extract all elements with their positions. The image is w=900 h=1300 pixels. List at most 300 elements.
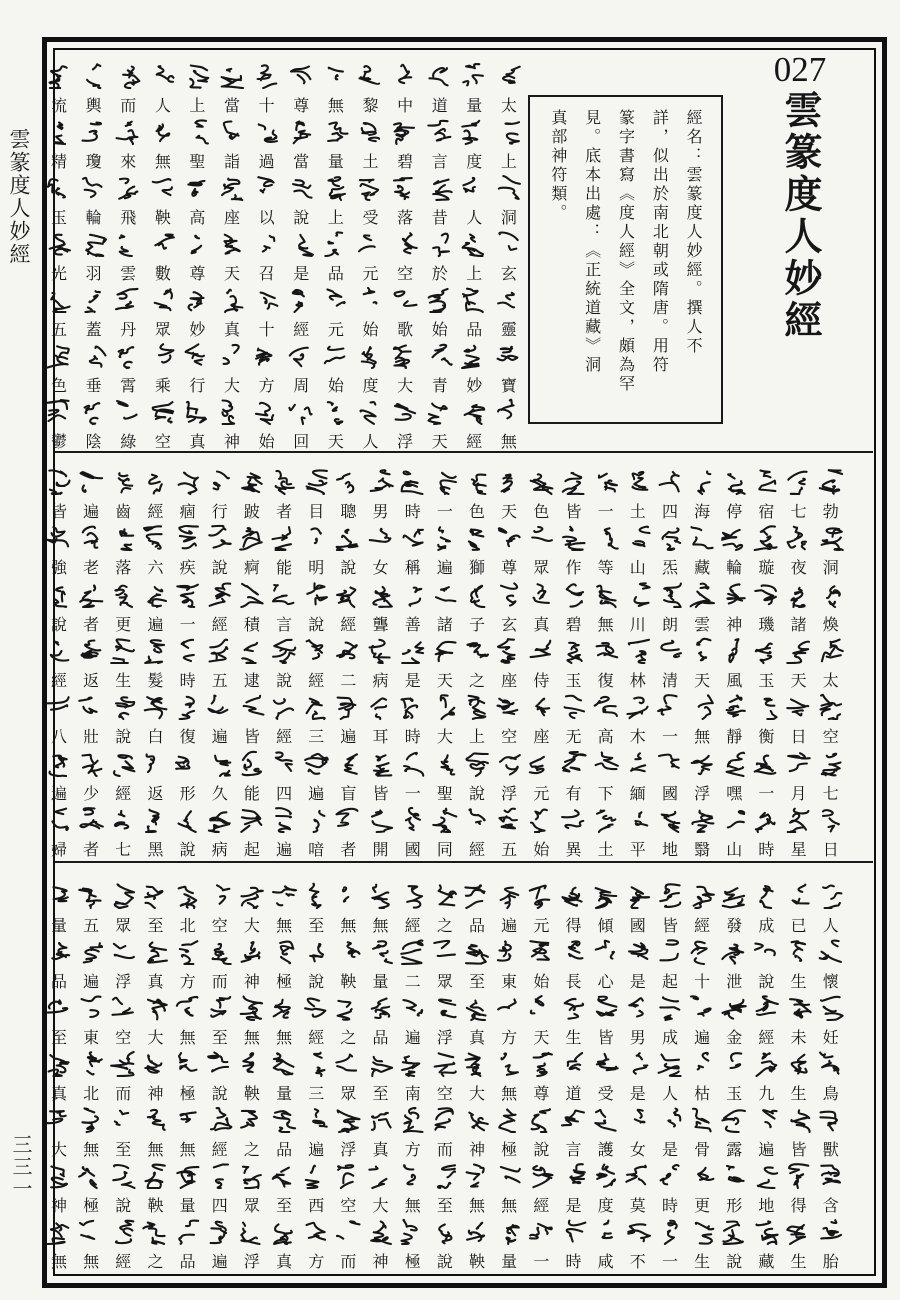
transliteration-char: 真 [147,972,164,991]
cloud-seal-glyph [237,581,267,609]
seal-pair [173,524,203,576]
transliteration-char: 是 [661,1140,678,1159]
transliteration-char: 無 [597,614,614,634]
transliteration-char: 天 [694,670,711,690]
transliteration-char: 天 [790,670,807,690]
seal-pair [44,806,74,858]
transliteration-char: 言 [276,614,293,634]
cloud-seal-glyph [237,806,267,834]
seal-pair [462,1050,492,1102]
transliteration-char: 行 [189,376,206,395]
seal-column [173,882,203,1270]
seal-pair [462,581,492,633]
seal-pair [113,398,143,450]
cloud-seal-glyph [269,750,299,778]
seal-pair [462,1218,492,1270]
seal-pair [286,174,316,226]
transliteration-char: 輿 [85,96,102,115]
transliteration-char: 色 [50,376,67,395]
cloud-seal-glyph [687,1106,717,1134]
cloud-seal-glyph [751,637,781,665]
transliteration-char: 高 [597,727,614,747]
transliteration-char: 四 [276,783,293,803]
seal-column [591,882,621,1270]
cloud-seal-glyph [44,750,74,778]
transliteration-char: 經 [147,502,164,521]
seal-pair [784,1050,814,1102]
transliteration-char: 經 [533,1196,550,1215]
transliteration-char: 量 [466,96,483,115]
cloud-seal-glyph [816,806,846,834]
cloud-seal-glyph [44,398,74,426]
transliteration-char: 經 [469,839,486,859]
transliteration-char: 始 [431,320,448,339]
cloud-seal-glyph [76,994,106,1022]
cloud-seal-glyph [784,1050,814,1078]
transliteration-char: 無 [372,916,389,935]
cloud-seal-glyph [182,286,212,314]
transliteration-char: 生 [790,1084,807,1103]
transliteration-char: 浮 [397,432,414,451]
cloud-seal-glyph [655,693,685,721]
cloud-seal-glyph [430,1162,460,1190]
transliteration-char: 聾 [372,614,389,634]
cloud-seal-glyph [366,750,396,778]
seal-pair [237,1106,267,1158]
cloud-seal-glyph [355,118,385,146]
transliteration-char: 七 [822,783,839,803]
transliteration-char: 無 [469,1196,486,1215]
cloud-seal-glyph [205,750,235,778]
transliteration-char: 形 [726,1196,743,1215]
cloud-seal-glyph [398,524,428,552]
cloud-seal-glyph [44,806,74,834]
seal-pair [237,581,267,633]
seal-pair [559,468,589,520]
seal-column [559,468,589,858]
seal-pair [430,468,460,520]
transliteration-char: 太 [822,670,839,690]
seal-pair [301,637,331,689]
cloud-seal-glyph [390,230,420,258]
transliteration-char: 至 [436,1196,453,1215]
seal-pair [816,1162,846,1214]
seal-pair [333,994,363,1046]
transliteration-char: 皆 [597,1028,614,1047]
transliteration-char: 方 [179,972,196,991]
transliteration-char: 而 [115,1084,132,1103]
transliteration-char: 浮 [436,1028,453,1047]
seal-pair [76,750,106,802]
seal-column [816,882,846,1270]
seal-pair [462,806,492,858]
seal-column [76,468,106,858]
transliteration-char: 八 [50,727,67,747]
transliteration-char: 大 [147,1028,164,1047]
seal-pair [140,882,170,934]
cloud-seal-glyph [173,750,203,778]
seal-pair [719,637,749,689]
seal-column [462,468,492,858]
seal-pair [44,1162,74,1214]
transliteration-char: 神 [469,1140,486,1159]
seal-pair [301,750,331,802]
seal-pair [591,1162,621,1214]
cloud-seal-glyph [76,581,106,609]
seal-pair [355,398,385,450]
transliteration-char: 北 [83,1084,100,1103]
seal-pair [76,1218,106,1270]
transliteration-char: 國 [661,783,678,803]
margin-spine-title: 雲篆度人妙經 [7,128,31,266]
cloud-seal-glyph [751,750,781,778]
seal-pair [591,524,621,576]
transliteration-char: 浮 [243,1252,260,1271]
transliteration-char: 經 [404,916,421,935]
cloud-seal-glyph [751,806,781,834]
seal-pair [301,524,331,576]
transliteration-char: 靈 [500,320,517,339]
transliteration-char: 霄 [120,376,137,395]
cloud-seal-glyph [269,1050,299,1078]
seal-pair [494,1106,524,1158]
cloud-seal-glyph [140,1162,170,1190]
cloud-seal-glyph [655,1050,685,1078]
cloud-seal-glyph [655,468,685,496]
seal-column [217,62,247,450]
seal-pair [269,750,299,802]
transliteration-char: 量 [179,1196,196,1215]
seal-pair [816,693,846,745]
cloud-seal-glyph [591,637,621,665]
cloud-seal-glyph [217,174,247,202]
transliteration-char: 五 [211,670,228,690]
seal-pair [462,882,492,934]
seal-pair [430,882,460,934]
seal-pair [182,398,212,450]
transliteration-char: 說 [115,1196,132,1215]
seal-pair [108,994,138,1046]
transliteration-char: 五 [501,839,518,859]
transliteration-char: 一 [404,783,421,803]
transliteration-char: 人 [362,432,379,451]
seal-pair [44,581,74,633]
cloud-seal-glyph [591,882,621,910]
transliteration-char: 病 [211,839,228,859]
seal-pair [494,1050,524,1102]
cloud-seal-glyph [113,286,143,314]
seal-pair [623,750,653,802]
transliteration-char: 清 [661,670,678,690]
transliteration-char: 遍 [694,1028,711,1047]
transliteration-char: 是 [629,972,646,991]
cloud-seal-glyph [76,1050,106,1078]
cloud-seal-glyph [816,637,846,665]
transliteration-char: 更 [694,1196,711,1215]
cloud-seal-glyph [44,62,74,90]
seal-pair [286,286,316,338]
seal-pair [252,174,282,226]
seal-pair [816,882,846,934]
cloud-seal-glyph [425,286,455,314]
transliteration-char: 婦 [50,839,67,859]
transliteration-char: 是 [293,264,310,283]
transliteration-char: 國 [404,839,421,859]
transliteration-char: 玉 [726,1084,743,1103]
transliteration-char: 品 [469,916,486,935]
cloud-seal-glyph [79,118,109,146]
seal-pair [719,1050,749,1102]
cloud-seal-glyph [591,750,621,778]
transliteration-char: 極 [83,1196,100,1215]
cloud-seal-glyph [79,398,109,426]
cloud-seal-glyph [217,62,247,90]
cloud-seal-glyph [140,524,170,552]
seal-column [494,882,524,1270]
seal-pair [366,882,396,934]
transliteration-char: 無 [83,1140,100,1159]
seal-pair [355,342,385,394]
seal-pair [655,693,685,745]
cloud-seal-glyph [269,524,299,552]
seal-pair [591,882,621,934]
transliteration-char: 眾 [243,1196,260,1215]
seal-column [459,62,489,450]
transliteration-char: 道 [565,1084,582,1103]
cloud-seal-glyph [494,1162,524,1190]
transliteration-char: 藏 [694,558,711,578]
cloud-seal-glyph [559,750,589,778]
transliteration-char: 空 [397,264,414,283]
seal-pair [494,693,524,745]
seal-pair [44,398,74,450]
seal-pair [76,938,106,990]
transliteration-char: 六 [147,558,164,578]
cloud-seal-glyph [459,230,489,258]
seal-pair [559,938,589,990]
seal-pair [108,1162,138,1214]
transliteration-char: 人 [154,96,171,115]
transliteration-char: 說 [308,614,325,634]
seal-pair [526,468,556,520]
seal-pair [113,62,143,114]
cloud-seal-glyph [459,286,489,314]
seal-pair [494,637,524,689]
transliteration-char: 尊 [189,264,206,283]
cloud-seal-glyph [269,468,299,496]
seal-pair [44,882,74,934]
transliteration-char: 召 [258,264,275,283]
transliteration-char: 而 [340,1252,357,1271]
transliteration-char: 青 [431,376,448,395]
transliteration-char: 生 [790,972,807,991]
seal-pair [44,174,74,226]
seal-pair [816,1106,846,1158]
cloud-seal-glyph [205,468,235,496]
seal-pair [205,468,235,520]
transliteration-char: 善 [404,614,421,634]
seal-pair [719,581,749,633]
transliteration-char: 經 [115,783,132,803]
cloud-seal-glyph [237,1106,267,1134]
seal-pair [269,581,299,633]
cloud-seal-glyph [816,524,846,552]
cloud-seal-glyph [559,994,589,1022]
cloud-seal-glyph [252,118,282,146]
seal-column [398,882,428,1270]
transliteration-char: 積 [243,614,260,634]
seal-column [687,468,717,858]
transliteration-char: 度 [362,376,379,395]
seal-pair [108,938,138,990]
transliteration-char: 流 [50,96,67,115]
cloud-seal-glyph [286,230,316,258]
page-number: 027 [773,50,827,89]
seal-pair [559,581,589,633]
transliteration-char: 遍 [83,972,100,991]
seal-pair [173,581,203,633]
cloud-seal-glyph [559,938,589,966]
cloud-seal-glyph [494,938,524,966]
cloud-seal-glyph [44,174,74,202]
seal-pair [173,1106,203,1158]
cloud-seal-glyph [398,806,428,834]
cloud-seal-glyph [784,693,814,721]
cloud-seal-glyph [462,693,492,721]
transliteration-char: 碧 [397,152,414,171]
transliteration-char: 元 [327,320,344,339]
seal-pair [655,882,685,934]
transliteration-char: 九 [758,1084,775,1103]
seal-pair [76,1106,106,1158]
seal-column [425,62,455,450]
transliteration-char: 同 [436,839,453,859]
seal-pair [430,637,460,689]
transliteration-char: 真 [533,614,550,634]
transliteration-char: 白 [147,727,164,747]
transliteration-char: 經 [115,1252,132,1271]
cloud-seal-glyph [687,994,717,1022]
seal-column [751,882,781,1270]
seal-column [784,468,814,858]
transliteration-char: 鳥 [822,1084,839,1103]
transliteration-char: 品 [327,264,344,283]
cloud-seal-glyph [462,1106,492,1134]
transliteration-char: 眾 [154,320,171,339]
seal-pair [173,994,203,1046]
seal-pair [44,230,74,282]
transliteration-char: 數 [154,264,171,283]
transliteration-char: 無 [154,152,171,171]
cloud-seal-glyph [113,62,143,90]
seal-pair [559,806,589,858]
seal-pair [366,1106,396,1158]
cloud-seal-glyph [113,230,143,258]
seal-pair [108,750,138,802]
cloud-seal-glyph [494,174,524,202]
seal-pair [655,637,685,689]
transliteration-char: 成 [661,1028,678,1047]
cloud-seal-glyph [430,1050,460,1078]
transliteration-char: 空 [436,1084,453,1103]
cloud-seal-glyph [286,398,316,426]
cloud-seal-glyph [113,342,143,370]
seal-pair [366,637,396,689]
transliteration-char: 大 [469,1084,486,1103]
transliteration-char: 歌 [397,320,414,339]
transliteration-char: 時 [404,502,421,521]
transliteration-char: 跛 [243,502,260,521]
cloud-seal-glyph [269,994,299,1022]
seal-pair [355,286,385,338]
transliteration-char: 之 [436,916,453,935]
transliteration-char: 無 [340,916,357,935]
seal-pair [108,637,138,689]
transliteration-char: 時 [758,839,775,859]
seal-pair [44,1106,74,1158]
cloud-seal-glyph [655,637,685,665]
seal-pair [559,1050,589,1102]
cloud-seal-glyph [623,882,653,910]
seal-pair [76,882,106,934]
cloud-seal-glyph [217,230,247,258]
seal-pair [173,750,203,802]
transliteration-char: 上 [327,208,344,227]
cloud-seal-glyph [173,637,203,665]
seal-pair [494,342,524,394]
seal-pair [321,398,351,450]
seal-pair [687,1106,717,1158]
transliteration-char: 色 [469,502,486,521]
seal-pair [108,1050,138,1102]
transliteration-char: 落 [115,558,132,578]
cloud-seal-glyph [366,1106,396,1134]
seal-pair [591,1106,621,1158]
transliteration-char: 復 [597,670,614,690]
transliteration-char: 說 [308,972,325,991]
seal-pair [591,994,621,1046]
seal-pair [355,230,385,282]
cloud-seal-glyph [591,1106,621,1134]
transliteration-char: 無 [179,1140,196,1159]
cloud-seal-glyph [494,468,524,496]
transliteration-char: 稱 [404,558,421,578]
seal-pair [591,806,621,858]
seal-pair [237,1218,267,1270]
transliteration-char: 上 [469,727,486,747]
cloud-seal-glyph [591,806,621,834]
seal-pair [655,1050,685,1102]
cloud-seal-glyph [494,230,524,258]
transliteration-char: 未 [790,1028,807,1047]
transliteration-char: 星 [790,839,807,859]
cloud-seal-glyph [494,581,524,609]
cloud-seal-glyph [430,750,460,778]
transliteration-char: 喑 [308,839,325,859]
seal-pair [462,1162,492,1214]
seal-column [655,468,685,858]
seal-column [269,882,299,1270]
cloud-seal-glyph [237,524,267,552]
cloud-seal-glyph [751,581,781,609]
seal-pair [462,938,492,990]
seal-pair [205,1218,235,1270]
cloud-seal-glyph [76,524,106,552]
cloud-seal-glyph [398,938,428,966]
seal-pair [591,581,621,633]
cloud-seal-glyph [784,468,814,496]
transliteration-char: 至 [469,972,486,991]
